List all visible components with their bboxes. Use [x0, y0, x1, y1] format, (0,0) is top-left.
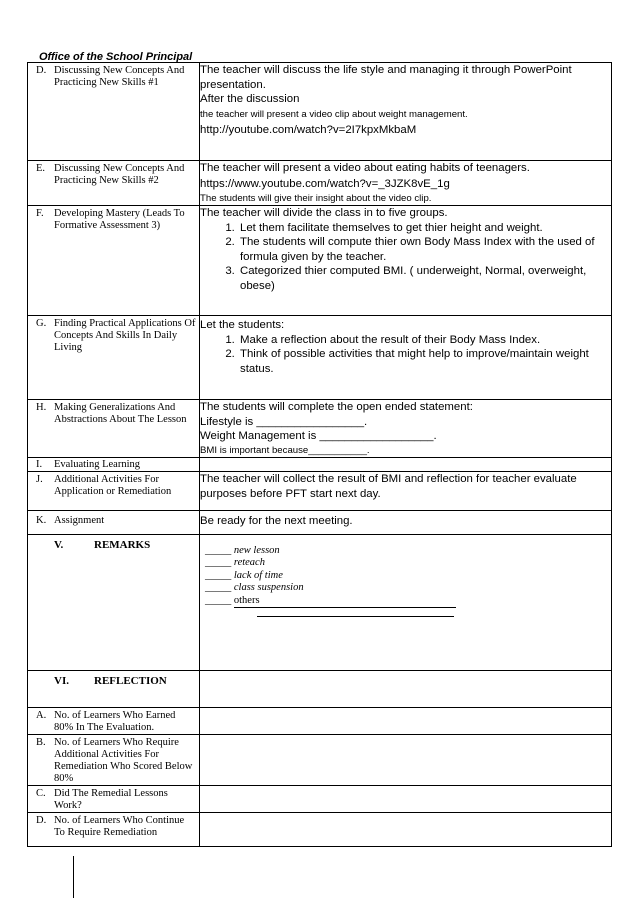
assignment-text: Be ready for the next meeting. [200, 515, 353, 527]
row-label: Discussing New Concepts And Practicing New Skills #2 [54, 163, 185, 186]
remark-option: _____ lack of time [205, 569, 283, 581]
row-letter: I. [36, 459, 43, 470]
row-e-label-cell [28, 161, 200, 206]
reflection-item-label-cell [28, 735, 200, 786]
row-e [28, 161, 612, 206]
section-title: REMARKS [94, 539, 151, 551]
section-number: V. [54, 539, 64, 551]
row-i [28, 458, 612, 472]
text-line: After the discussion [200, 93, 300, 105]
text-line: Weight Management is __________________. [200, 430, 437, 442]
reflection-item-answer [200, 813, 612, 847]
row-j-content [200, 472, 612, 511]
reflection-item-row [28, 708, 612, 735]
row-letter: E. [36, 163, 46, 174]
reflection-content [200, 671, 612, 708]
row-d-content [200, 63, 612, 161]
row-label: Additional Activities For Application or Remediation [54, 474, 172, 497]
row-letter: H. [36, 402, 47, 413]
numbered-list [200, 221, 611, 294]
row-label: Assignment [54, 515, 105, 526]
text-line: The students will give their insight about the video clip. [200, 193, 432, 204]
reflection-item-label-cell [28, 786, 200, 813]
reflection-item-answer [200, 708, 612, 735]
row-g [28, 316, 612, 400]
row-label: Did The Remedial Lessons Work? [54, 788, 168, 811]
remarks-label-cell [28, 535, 200, 671]
row-label: Making Generalizations And Abstractions About The Lesson [54, 402, 187, 425]
office-header: Office of the School Principal [39, 51, 193, 63]
others-blank-line [257, 608, 454, 617]
video-link[interactable]: https://www.youtube.com/watch?v=_3JZK8vE_1g [200, 177, 450, 190]
list-item: 3. Categorized thier computed BMI. ( underweight, Normal, overweight, obese) [238, 264, 611, 293]
row-k [28, 511, 612, 535]
text-line: Lifestyle is _________________. [200, 415, 368, 428]
row-label: No. of Learners Who Require Additional Activities For Remediation Who Scored Below 80% [54, 737, 193, 784]
remark-option: _____ class suspension [205, 582, 304, 594]
row-label: Developing Mastery (Leads To Formative Assessment 3) [54, 208, 185, 231]
row-label: No. of Learners Who Earned 80% In The Evaluation. [54, 710, 176, 733]
row-i-label-cell [28, 458, 200, 472]
reflection-item-row [28, 735, 612, 786]
text-line: BMI is important because___________. [200, 444, 370, 456]
reflection-row [28, 671, 612, 708]
row-e-content [200, 161, 612, 206]
remark-option: _____ new lesson [205, 545, 280, 556]
row-k-content [200, 511, 612, 535]
row-label: Finding Practical Applications Of Concepts And Skills In Daily Living [54, 318, 196, 353]
row-f [28, 206, 612, 316]
row-h-label-cell [28, 400, 200, 458]
section-number: VI. [54, 675, 69, 687]
reflection-item-label-cell [28, 708, 200, 735]
row-d [28, 63, 612, 161]
row-i-content [200, 458, 612, 472]
row-letter: G. [36, 318, 47, 329]
reflection-label-cell [28, 671, 200, 708]
row-letter: D. [36, 815, 47, 826]
section-title: REFLECTION [94, 675, 167, 687]
numbered-list [200, 333, 611, 377]
row-letter: D. [36, 65, 47, 76]
row-k-label-cell [28, 511, 200, 535]
list-item: 1. Make a reflection about the result of their Body Mass Index. [238, 333, 611, 348]
text-line: The teacher will present a video about eating habits of teenagers. [200, 162, 530, 174]
reflection-item-answer [200, 735, 612, 786]
text-line: The students will complete the open ended statement: [200, 401, 473, 413]
row-letter: A. [36, 710, 47, 721]
row-f-label-cell [28, 206, 200, 316]
lesson-plan-table [27, 62, 612, 847]
list-item: 2. The students will compute thier own Body Mass Index with the used of formula given by the teacher. [238, 235, 611, 264]
row-f-content [200, 206, 612, 316]
row-g-content [200, 316, 612, 400]
row-label: No. of Learners Who Continue To Require Remediation [54, 815, 185, 838]
row-h-content [200, 400, 612, 458]
row-j [28, 472, 612, 511]
text-line: The teacher will collect the result of BMI and reflection for teacher evaluate purposes before PFT start next day. [200, 473, 577, 500]
reflection-item-label-cell [28, 813, 200, 847]
row-j-label-cell [28, 472, 200, 511]
row-letter: F. [36, 208, 44, 219]
row-d-label-cell [28, 63, 200, 161]
margin-line [73, 856, 74, 898]
list-item: 1. Let them facilitate themselves to get thier height and weight. [238, 221, 611, 236]
row-label: Evaluating Learning [54, 459, 141, 470]
row-h [28, 400, 612, 458]
remark-option: _____ reteach [205, 557, 265, 569]
remarks-row [28, 535, 612, 671]
row-g-label-cell [28, 316, 200, 400]
text-line: Let the students: [200, 319, 285, 331]
row-letter: J. [36, 474, 43, 485]
row-letter: K. [36, 515, 47, 526]
reflection-item-answer [200, 786, 612, 813]
video-link[interactable]: http://youtube.com/watch?v=2I7kpxMkbaM [200, 123, 417, 136]
others-label: others [234, 595, 456, 608]
row-letter: C. [36, 788, 46, 799]
row-label: Discussing New Concepts And Practicing New Skills #1 [54, 65, 185, 88]
text-line: The teacher will discuss the life style and managing it through PowerPoint presentation. [200, 64, 572, 91]
text-line: The teacher will divide the class in to five groups. [200, 207, 448, 219]
text-line: the teacher will present a video clip about weight management. [200, 108, 468, 120]
row-letter: B. [36, 737, 46, 748]
others-prefix: _____ [205, 594, 234, 606]
reflection-item-row [28, 813, 612, 847]
list-item: 2. Think of possible activities that might help to improve/maintain weight status. [238, 347, 611, 376]
remarks-content [200, 535, 612, 671]
reflection-item-row [28, 786, 612, 813]
